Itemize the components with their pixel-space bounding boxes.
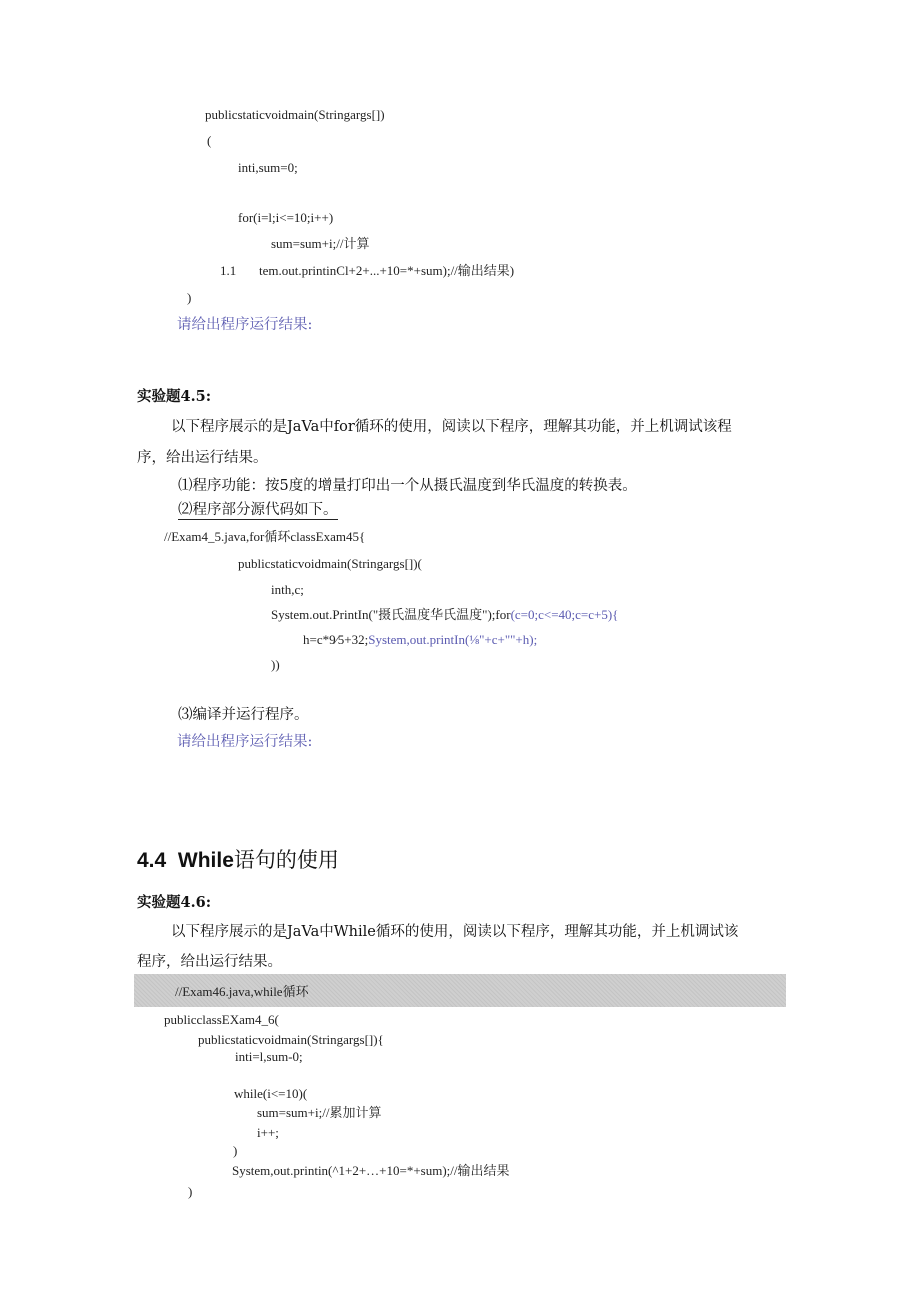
code-line: publicclassEXam4_6( — [164, 1012, 279, 1027]
code-line — [271, 608, 618, 621]
code-line: inth,c; — [271, 582, 304, 597]
code-line: inti,sum=0; — [238, 160, 298, 175]
list-item-text: ⑵程序部分源代码如下。 — [178, 502, 338, 518]
code-line: sum=sum+i;//累加计算 — [257, 1105, 382, 1120]
section-title-en: While — [177, 849, 234, 872]
code-line: tem.out.printinCl+2+...+10=*+sum);//输出结果) — [259, 263, 515, 278]
code-line: ) — [233, 1143, 238, 1158]
code-line: ( — [207, 133, 212, 148]
section-heading — [137, 850, 339, 871]
code-line: ) — [187, 290, 192, 305]
code-line-number: 1.1 — [220, 263, 237, 278]
code-line: System,out.printin(^1+2+…+10=*+sum);//输出结果 — [232, 1163, 510, 1178]
code-segment: System.out.PrintIn("摄氏温度华氏温度");for — [271, 607, 511, 622]
list-item — [178, 503, 338, 518]
code-line: publicstaticvoidmain(Stringargs[]){ — [198, 1032, 384, 1047]
exercise-title: 实验题4.6: — [137, 894, 212, 911]
code-line: inti=l,sum-0; — [235, 1049, 303, 1064]
code-line: publicstaticvoidmain(Stringargs[]) — [205, 107, 385, 122]
result-prompt: 请给出程序运行结果: — [177, 734, 313, 750]
list-item: ⑶编译并运行程序。 — [178, 707, 309, 723]
code-line: //Exam4_5.java,for循环classExam45{ — [164, 529, 366, 544]
code-line: sum=sum+i;//计算 — [271, 236, 370, 251]
code-line: ) — [188, 1184, 193, 1199]
code-line: while(i<=10)( — [234, 1086, 308, 1101]
code-segment: h=c*9∕5+32; — [303, 632, 369, 647]
list-item: ⑴程序功能：按5度的增量打印出一个从摄氏温度到华氏温度的转换表。 — [178, 478, 637, 494]
code-line: i++; — [257, 1125, 279, 1140]
result-prompt: 请给出程序运行结果: — [177, 317, 313, 333]
code-line: )) — [271, 657, 280, 672]
code-line — [303, 633, 537, 646]
section-title-cn: 语句的使用 — [233, 848, 339, 872]
section-number: 4.4 — [137, 849, 167, 872]
paragraph: 程序，给出运行结果。 — [137, 954, 282, 970]
exercise-title: 实验题4.5: — [137, 388, 212, 405]
code-segment-highlight: (c=0;c<=40;c=c+5){ — [510, 607, 619, 622]
code-line: publicstaticvoidmain(Stringargs[])( — [238, 556, 422, 571]
code-segment-highlight: System,out.printIn(⅛"+c+""+h); — [368, 632, 538, 647]
paragraph: 序，给出运行结果。 — [137, 450, 268, 466]
paragraph: 以下程序展示的是JaVa中for循环的使用，阅读以下程序，理解其功能，并上机调试该程 — [171, 419, 732, 435]
code-line: for(i=l;i<=10;i++) — [238, 210, 334, 225]
paragraph: 以下程序展示的是JaVa中While循环的使用，阅读以下程序，理解其功能，并上机调试该 — [171, 924, 739, 940]
code-line: //Exam46.java,while循环 — [175, 984, 309, 999]
